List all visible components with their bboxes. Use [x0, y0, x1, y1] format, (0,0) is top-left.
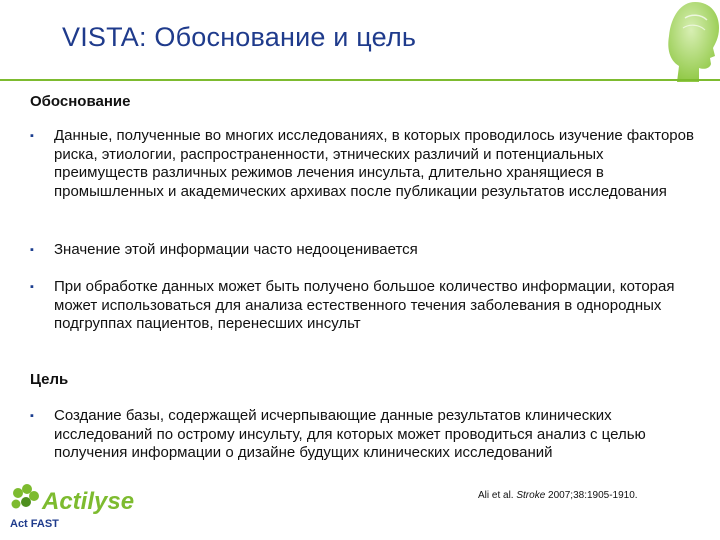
leaf-cluster-icon — [12, 484, 40, 509]
human-head-icon — [655, 0, 720, 82]
logo-tagline: Act FAST — [10, 518, 59, 530]
bullet-text: Создание базы, содержащей исчерпывающие данные результатов клинических исследований по острому инсульту, для которых может проводиться анализ с целью получения информации о дизайне будущих клинических исследований — [54, 407, 646, 462]
logo-brand: Actilyse — [42, 488, 135, 515]
bullet-square-icon: ▪ — [30, 244, 34, 256]
section-heading-rationale: Обоснование — [30, 93, 131, 110]
bullet-square-icon: ▪ — [30, 281, 34, 293]
citation-authors: Ali et al. — [478, 490, 514, 501]
bullet-square-icon: ▪ — [30, 410, 34, 422]
actilyse-logo — [8, 483, 158, 533]
citation-journal: Stroke — [516, 490, 546, 501]
bullet-text: Значение этой информации часто недооценивается — [54, 241, 418, 258]
citation-details: 2007;38:1905-1910. — [548, 490, 638, 501]
citation — [478, 490, 638, 501]
section-heading-goal: Цель — [30, 371, 69, 388]
bullet-text: При обработке данных может быть получено большое количество информации, которая может использоваться для анализа естественного течения заболевания в однородных подгруппах пациентов, перенесших инсульт — [54, 278, 675, 333]
header-rule — [0, 79, 720, 81]
slide-title: VISTA: Обоснование и цель — [62, 22, 417, 52]
bullet-text: Данные, полученные во многих исследованиях, в которых проводилось изучение факторов риска, этиологии, распространенности, этнических различий и потенциальных преимуществ различных режимов лечения инсульта, длительно хранящиеся в промышленных и академических архивах после публикации результатов исследования — [54, 127, 694, 200]
bullet-square-icon: ▪ — [30, 130, 34, 142]
